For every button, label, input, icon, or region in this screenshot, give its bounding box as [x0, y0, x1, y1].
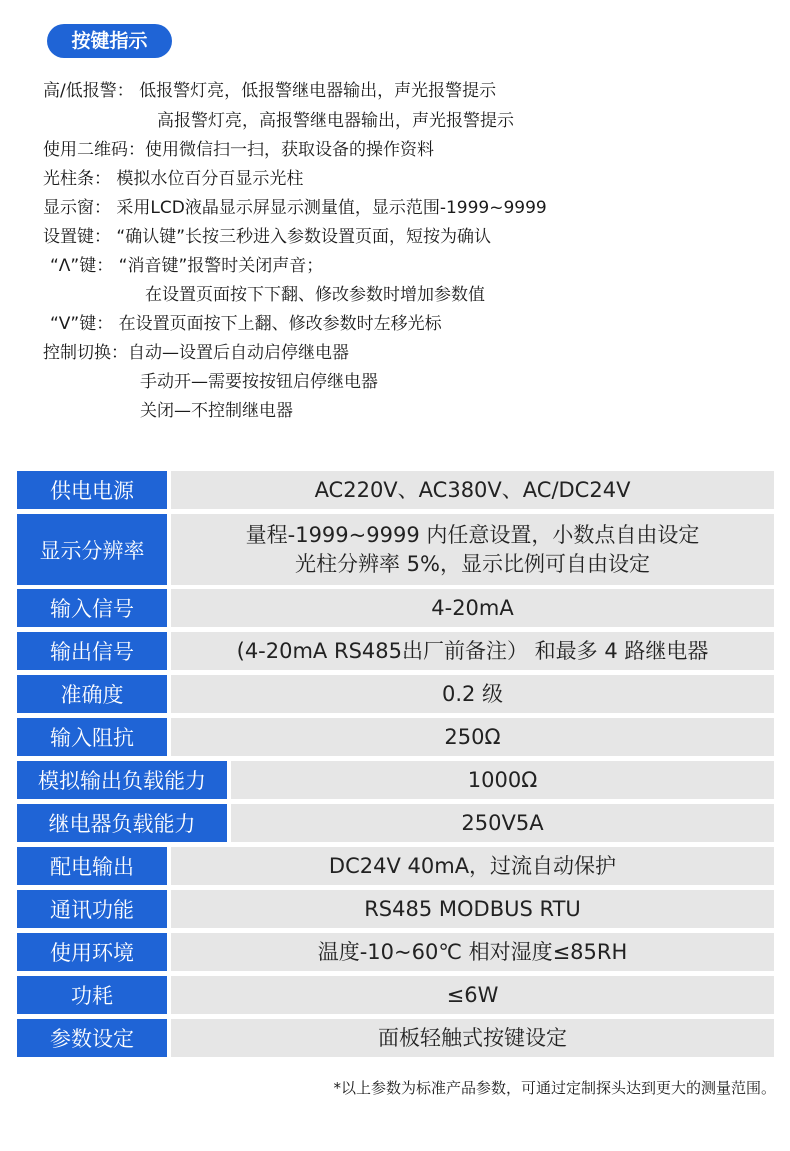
spec-value	[171, 632, 774, 670]
spec-row-power	[17, 471, 774, 509]
spec-row-communication	[17, 890, 774, 928]
spec-label: 使用环境	[17, 933, 167, 971]
guide-line-up-key: “Λ”键： “消音键”报警时关闭声音；	[50, 256, 324, 276]
spec-row-power-output	[17, 847, 774, 885]
guide-line-alarm-high: 高报警灯亮，高报警继电器输出，声光报警提示	[157, 111, 514, 131]
spec-value-line: AC220V、AC380V、AC/DC24V	[314, 477, 631, 502]
section-title-badge: 按键指示	[47, 24, 172, 58]
spec-row-output-signal	[17, 632, 774, 670]
spec-value-line: 光柱分辨率 5%，显示比例可自由设定	[295, 551, 650, 576]
guide-line-down-key: “V”键： 在设置页面按下上翻、修改参数时左移光标	[50, 314, 442, 334]
spec-value	[171, 890, 774, 928]
spec-label: 准确度	[17, 675, 167, 713]
spec-label: 通讯功能	[17, 890, 167, 928]
spec-value	[171, 718, 774, 756]
spec-label: 配电输出	[17, 847, 167, 885]
spec-table	[17, 469, 774, 1058]
spec-label: 显示分辨率	[17, 514, 167, 585]
key-guide	[0, 0, 790, 440]
spec-value-line: 0.2 级	[441, 681, 504, 706]
spec-value	[231, 804, 774, 842]
spec-label: 模拟输出负载能力	[17, 761, 227, 799]
spec-value-line: RS485 MODBUS RTU	[364, 896, 581, 921]
spec-row-input-impedance	[17, 718, 774, 756]
spec-value	[171, 471, 774, 509]
spec-value	[171, 1019, 774, 1057]
spec-row-parameter-setting	[17, 1019, 774, 1057]
spec-label: 供电电源	[17, 471, 167, 509]
spec-row-input-signal	[17, 589, 774, 627]
spec-label: 参数设定	[17, 1019, 167, 1057]
spec-label: 输入信号	[17, 589, 167, 627]
spec-value-line: 量程-1999~9999 内任意设置，小数点自由设定	[245, 522, 700, 547]
spec-row-power-consumption	[17, 976, 774, 1014]
spec-value	[171, 514, 774, 585]
spec-value-line: 4-20mA	[431, 595, 514, 620]
spec-value-line: DC24V 40mA，过流自动保护	[328, 853, 617, 878]
guide-line-display: 显示窗： 采用LCD液晶显示屏显示测量值，显示范围-1999~9999	[43, 198, 547, 218]
spec-row-relay-load	[17, 804, 774, 842]
spec-value	[171, 675, 774, 713]
spec-value	[171, 976, 774, 1014]
spec-row-resolution	[17, 514, 774, 585]
spec-value-line: 面板轻触式按键设定	[378, 1025, 567, 1050]
spec-value	[171, 847, 774, 885]
spec-label: 输出信号	[17, 632, 167, 670]
spec-value-line: 温度-10~60℃ 相对湿度≤85RH	[317, 939, 628, 964]
guide-line-alarm: 高/低报警： 低报警灯亮，低报警继电器输出，声光报警提示	[43, 81, 497, 101]
guide-line-control-manual: 手动开—需要按按钮启停继电器	[140, 372, 378, 392]
guide-line-up-key-2: 在设置页面按下下翻、修改参数时增加参数值	[145, 285, 485, 305]
spec-value	[231, 761, 774, 799]
spec-value-line: (4-20mA RS485出厂前备注） 和最多 4 路继电器	[236, 638, 709, 663]
spec-value	[171, 589, 774, 627]
guide-line-control-off: 关闭—不控制继电器	[140, 401, 293, 421]
spec-row-accuracy	[17, 675, 774, 713]
guide-line-lightbar: 光柱条： 模拟水位百分百显示光柱	[43, 169, 304, 189]
spec-value-line: 1000Ω	[467, 767, 538, 792]
guide-line-control: 控制切换：自动—设置后自动启停继电器	[43, 343, 349, 363]
spec-value-line: 250Ω	[444, 724, 501, 749]
spec-value-line: ≤6W	[446, 982, 499, 1007]
spec-value	[171, 933, 774, 971]
spec-row-analog-load	[17, 761, 774, 799]
spec-label: 输入阻抗	[17, 718, 167, 756]
footnote: *以上参数为标准产品参数，可通过定制探头达到更大的测量范围。	[333, 1079, 776, 1097]
guide-line-set-key: 设置键： “确认键”长按三秒进入参数设置页面，短按为确认	[43, 227, 492, 247]
spec-label: 继电器负载能力	[17, 804, 227, 842]
spec-label: 功耗	[17, 976, 167, 1014]
spec-value-line: 250V5A	[461, 810, 544, 835]
guide-line-qrcode: 使用二维码：使用微信扫一扫，获取设备的操作资料	[43, 140, 434, 160]
spec-row-environment	[17, 933, 774, 971]
